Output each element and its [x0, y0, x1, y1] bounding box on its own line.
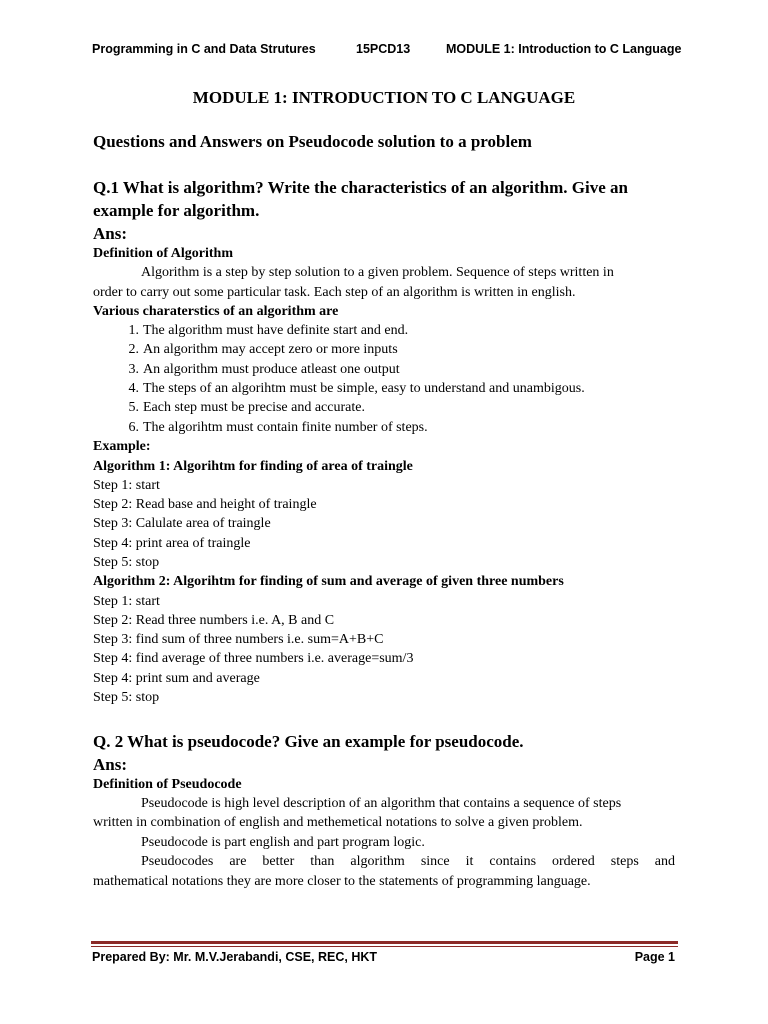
list-text: The algorithm must have definite start and end.	[143, 323, 409, 338]
list-number: 6.	[128, 420, 139, 435]
footer-page-number: Page 1	[634, 950, 675, 964]
algorithm2-step: Step 3: find sum of three numbers i.e. sum=A+B+C	[93, 632, 384, 647]
algorithm2-step: Step 2: Read three numbers i.e. A, B and C	[93, 613, 335, 628]
algorithm1-step: Step 3: Calulate area of traingle	[93, 516, 271, 531]
q2-ans-label: Ans:	[93, 755, 128, 774]
q2-para2: Pseudocode is part english and part program logic.	[141, 835, 425, 850]
list-number: 5.	[128, 400, 139, 415]
list-number: 1.	[128, 323, 139, 338]
list-number: 3.	[128, 362, 139, 377]
algorithm1-heading: Algorithm 1: Algorihtm for finding of area of traingle	[93, 459, 413, 474]
q1-definition-heading: Definition of Algorithm	[93, 246, 233, 261]
list-text: The steps of an algorihtm must be simple, easy to understand and unambigous.	[143, 381, 585, 396]
list-text: Each step must be precise and accurate.	[143, 400, 365, 415]
q2-definition-heading: Definition of Pseudocode	[93, 777, 242, 792]
list-item	[93, 381, 585, 397]
q2-para1-line1: Pseudocode is high level description of an algorithm that contains a sequence of steps	[141, 796, 622, 811]
header-module: MODULE 1: Introduction to C Language	[446, 42, 682, 56]
footer-rule-thick	[91, 941, 678, 944]
q1-question-line2: example for algorithm.	[93, 201, 260, 220]
q2-question: Q. 2 What is pseudocode? Give an example for pseudocode.	[93, 732, 524, 751]
header-code: 15PCD13	[356, 42, 411, 56]
algorithm2-step: Step 5: stop	[93, 690, 160, 705]
q1-ans-label: Ans:	[93, 224, 128, 243]
footer-author: Prepared By: Mr. M.V.Jerabandi, CSE, REC, HKT	[92, 950, 378, 964]
list-item	[93, 400, 365, 416]
footer-rule-thin	[91, 946, 678, 947]
list-item	[93, 342, 398, 358]
algorithm2-heading: Algorithm 2: Algorihtm for finding of sum and average of given three numbers	[93, 574, 564, 589]
q1-question-line1: Q.1 What is algorithm? Write the characteristics of an algorithm. Give an	[93, 178, 628, 197]
section-subtitle: Questions and Answers on Pseudocode solution to a problem	[93, 132, 532, 151]
q1-definition-line1: Algorithm is a step by step solution to a given problem. Sequence of steps written in	[141, 265, 614, 280]
list-text: An algorithm may accept zero or more inputs	[143, 342, 398, 357]
q1-definition-line2: order to carry out some particular task. Each step of an algorithm is written in english.	[93, 285, 576, 300]
q2-para3-line2: mathematical notations they are more closer to the statements of programming language.	[93, 874, 591, 889]
algorithm2-step: Step 1: start	[93, 594, 160, 609]
list-text: An algorithm must produce atleast one output	[143, 362, 400, 377]
list-item	[93, 362, 400, 378]
list-item	[93, 420, 428, 436]
algorithm2-step: Step 4: print sum and average	[93, 671, 260, 686]
algorithm1-step: Step 5: stop	[93, 555, 160, 570]
algorithm1-step: Step 4: print area of traingle	[93, 536, 251, 551]
algorithm2-step: Step 4: find average of three numbers i.e. average=sum/3	[93, 651, 414, 666]
example-heading: Example:	[93, 439, 151, 454]
algorithm1-step: Step 1: start	[93, 478, 160, 493]
list-number: 2.	[128, 342, 139, 357]
q2-para3-line1: Pseudocodes are better than algorithm since it contains ordered steps and	[141, 854, 675, 869]
list-text: The algorihtm must contain finite number of steps.	[143, 420, 428, 435]
list-item	[93, 323, 408, 339]
q1-characteristics-heading: Various charaterstics of an algorithm are	[93, 304, 339, 319]
algorithm1-step: Step 2: Read base and height of traingle	[93, 497, 317, 512]
header-course: Programming in C and Data Strutures	[92, 42, 316, 56]
q2-para1-line2: written in combination of english and methemetical notations to solve a given problem.	[93, 815, 583, 830]
page-title: MODULE 1: INTRODUCTION TO C LANGUAGE	[192, 88, 576, 107]
list-number: 4.	[128, 381, 139, 396]
